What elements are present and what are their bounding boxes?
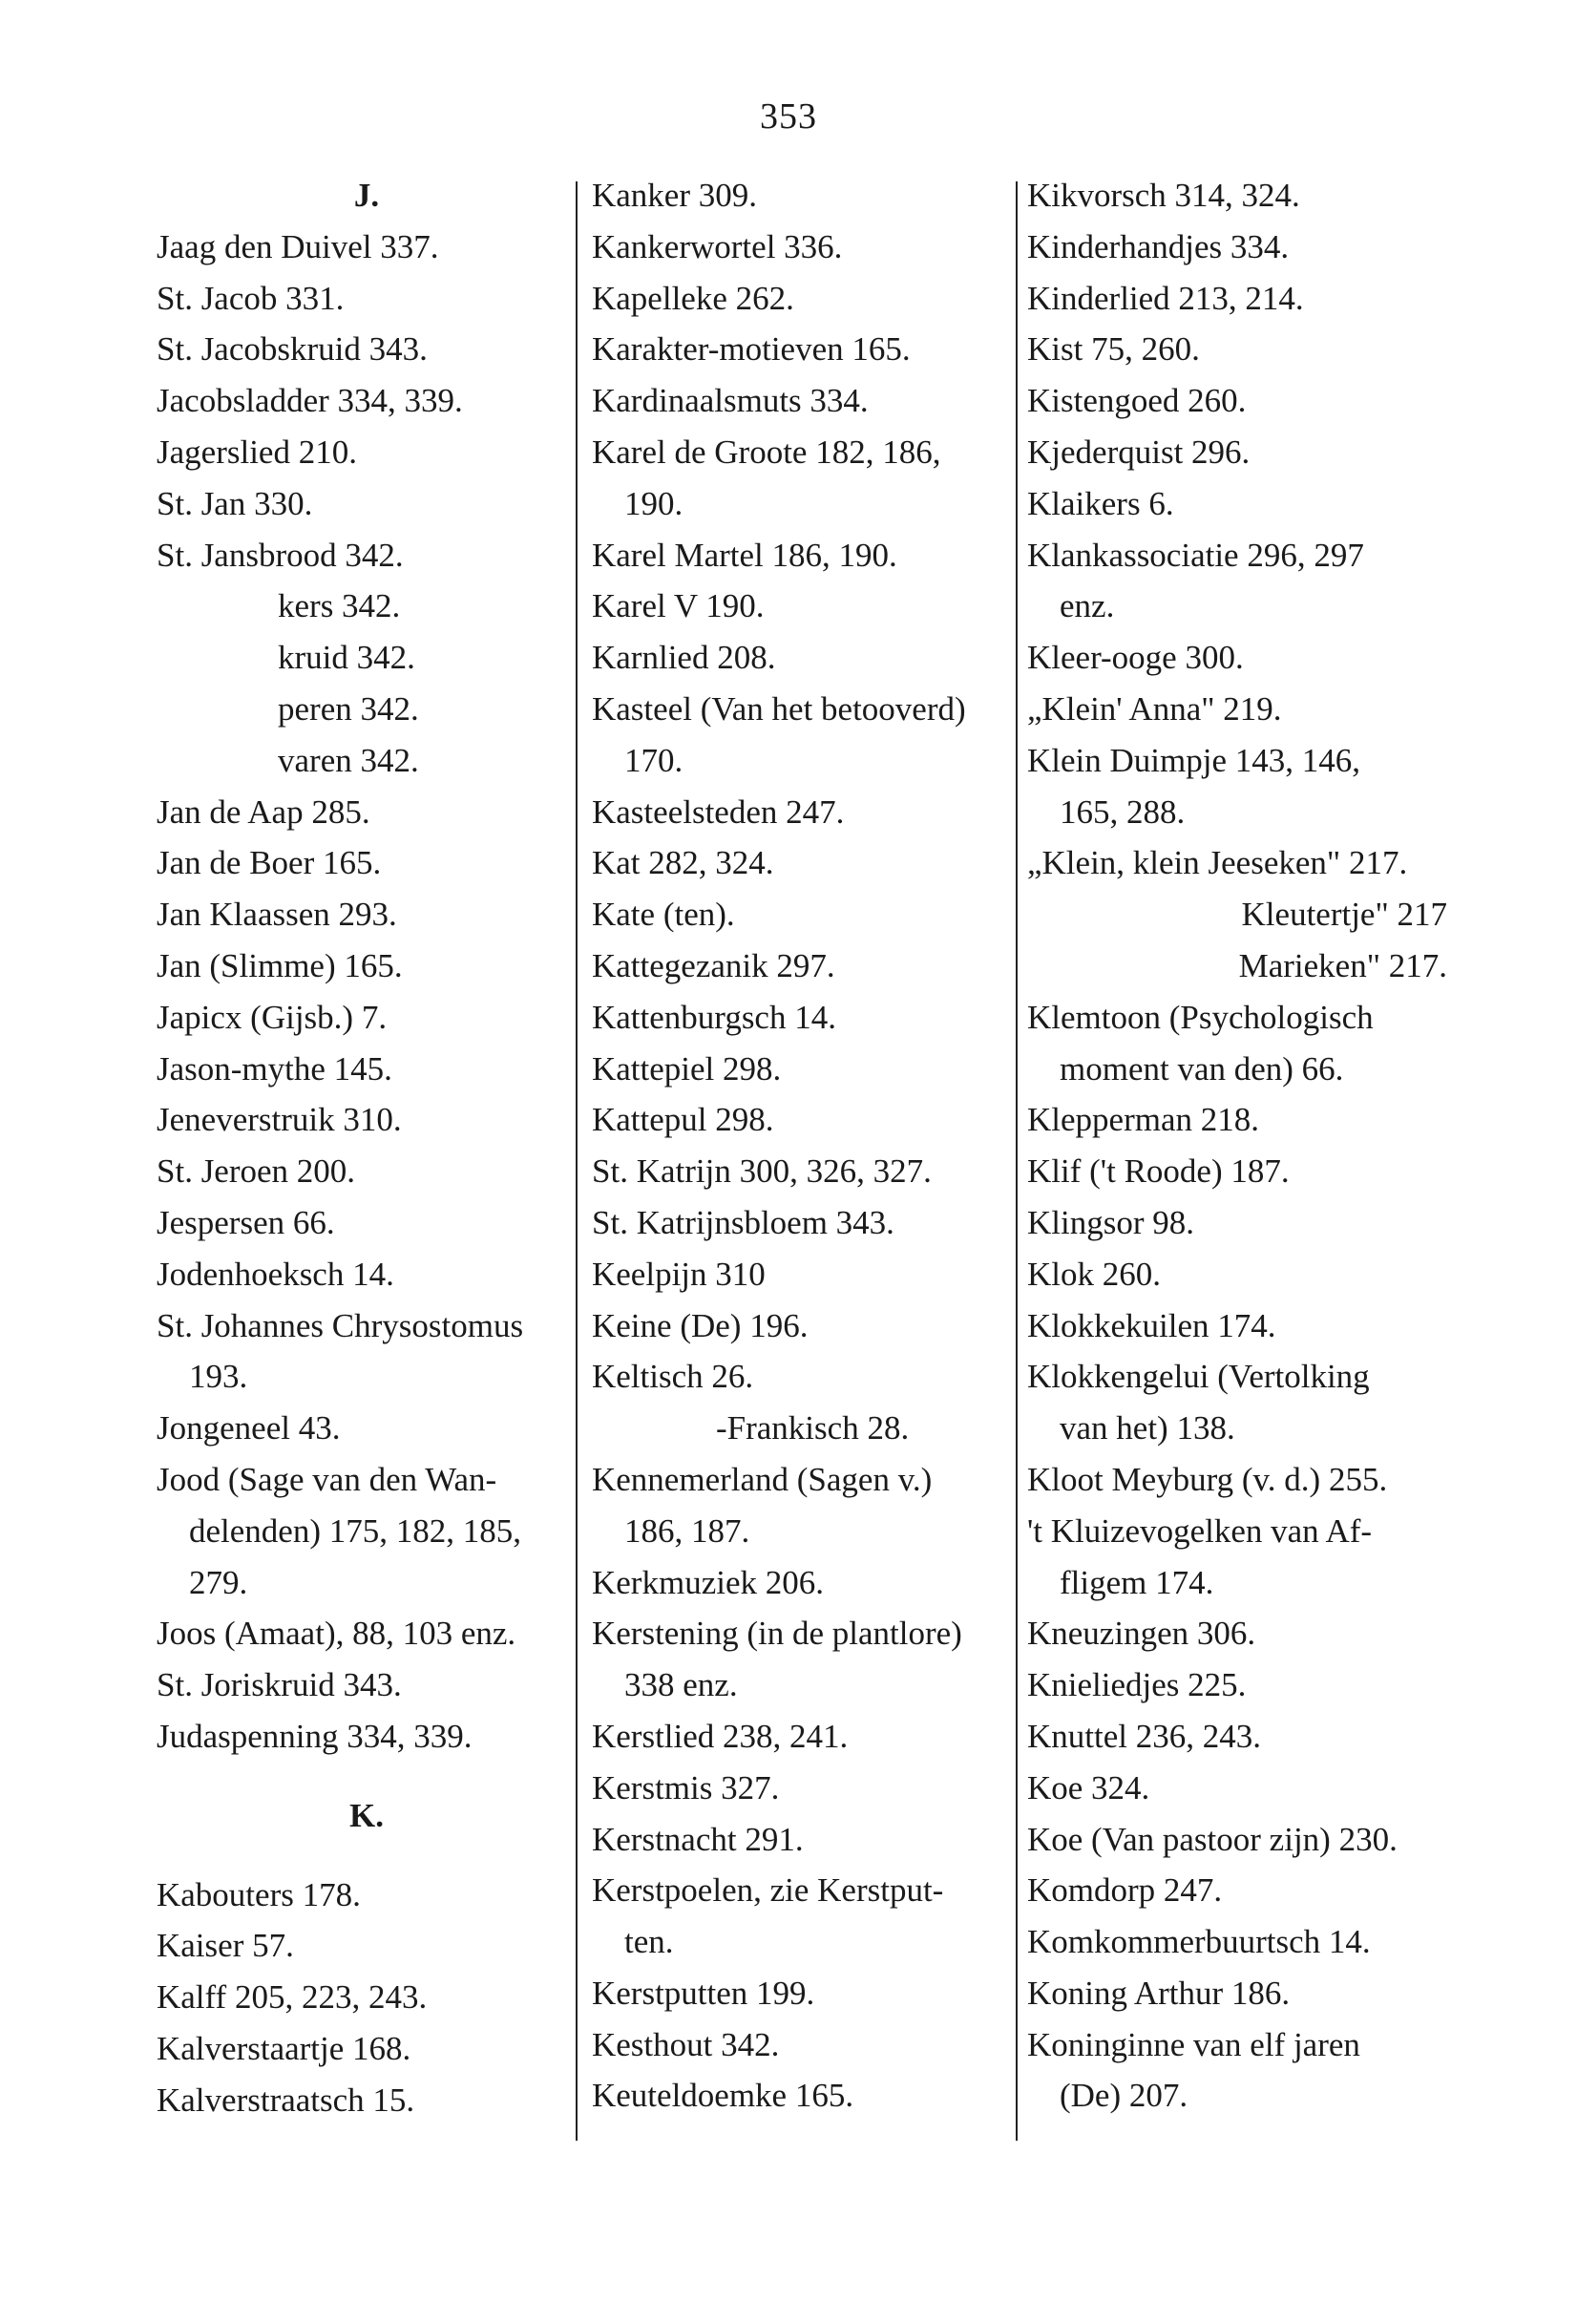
index-entry: Kloot Meyburg (v. d.) 255. (1027, 1460, 1388, 1498)
index-entry: Klaikers 6. (1027, 484, 1174, 522)
index-entry: Kardinaalsmuts 334. (592, 382, 869, 420)
index-entry: Kaiser 57. (157, 1927, 294, 1965)
index-entry: Kapelleke 262. (592, 279, 794, 317)
index-entry: Kankerwortel 336. (592, 227, 843, 265)
index-entry: Jagerslied 210. (157, 433, 357, 471)
index-entry: Komdorp 247. (1027, 1871, 1223, 1910)
index-entry: Kattegezanik 297. (592, 946, 835, 984)
index-entry: Jan de Boer 165. (157, 844, 382, 882)
index-entry: Klankassociatie 296, 297 (1027, 536, 1364, 574)
index-entry: St. Joriskruid 343. (157, 1666, 402, 1704)
index-subentry: kers 342. (278, 587, 401, 625)
index-entry: Koninginne van elf jaren (1027, 2025, 1360, 2063)
index-entry: Kneuzingen 306. (1027, 1615, 1256, 1653)
index-column-1 (157, 170, 577, 2125)
index-entry: Kanker 309. (592, 177, 758, 214)
index-entry: Koning Arthur 186. (1027, 1974, 1291, 2012)
index-entry: St. Katrijnsbloem 343. (592, 1203, 894, 1241)
index-entry: St. Katrijn 300, 326, 327. (592, 1152, 932, 1191)
index-entry-continuation: 279. (189, 1563, 248, 1601)
index-entry: Kerstnacht 291. (592, 1820, 804, 1858)
index-entry: Kinderhandjes 334. (1027, 227, 1290, 265)
index-entry: Kinderlied 213, 214. (1027, 279, 1304, 317)
index-entry: Kat 282, 324. (592, 844, 774, 882)
index-entry: Koe 324. (1027, 1768, 1150, 1806)
index-entry: Knuttel 236, 243. (1027, 1717, 1261, 1755)
index-entry-continuation: 170. (624, 741, 683, 779)
index-entry: St. Jan 330. (157, 484, 313, 522)
index-entry: Kasteel (Van het betooverd) (592, 689, 966, 728)
index-entry-continuation: 190. (624, 484, 683, 522)
index-entry: Kikvorsch 314, 324. (1027, 177, 1300, 214)
index-entry: Klingsor 98. (1027, 1203, 1194, 1241)
index-entry: Jason-mythe 145. (157, 1049, 392, 1088)
index-entry: 't Kluizevogelken van Af- (1027, 1511, 1373, 1550)
index-entry: Klepperman 218. (1027, 1101, 1259, 1139)
index-entry: „Klein' Anna" 219. (1027, 689, 1282, 728)
index-entry: Karel de Groote 182, 186, (592, 433, 941, 471)
index-entry: Jood (Sage van den Wan- (157, 1460, 497, 1498)
index-entry: Klok 260. (1027, 1255, 1161, 1293)
index-entry: Jongeneel 43. (157, 1409, 341, 1447)
index-entry: Kleer-ooge 300. (1027, 639, 1244, 677)
index-entry: St. Jacob 331. (157, 279, 345, 317)
index-column-2 (592, 170, 1012, 2122)
index-entry: Kerstening (in de plantlore) (592, 1615, 962, 1653)
index-entry-continuation: van het) 138. (1060, 1409, 1235, 1447)
index-entry-continuation: delenden) 175, 182, 185, (189, 1511, 521, 1550)
index-entry: Kerstputten 199. (592, 1974, 815, 2012)
index-entry: Kistengoed 260. (1027, 382, 1247, 420)
index-entry: Kerstmis 327. (592, 1768, 780, 1806)
section-heading-k: K. (349, 1796, 384, 1834)
index-entry: Klein Duimpje 143, 146, (1027, 741, 1360, 779)
index-column-3 (1027, 170, 1447, 2122)
index-entry-continuation: 165, 288. (1060, 792, 1186, 831)
index-entry-continuation: enz. (1060, 587, 1115, 625)
column-divider-right (1016, 181, 1018, 2141)
index-entry: Koe (Van pastoor zijn) 230. (1027, 1820, 1398, 1858)
index-entry: Japicx (Gijsb.) 7. (157, 998, 388, 1036)
index-entry: St. Jeroen 200. (157, 1152, 356, 1191)
index-subentry: varen 342. (278, 741, 419, 779)
index-entry: St. Jacobskruid 343. (157, 330, 428, 369)
index-entry: Kattepul 298. (592, 1101, 774, 1139)
index-entry: Jaag den Duivel 337. (157, 227, 439, 265)
index-entry: Karnlied 208. (592, 639, 776, 677)
index-entry: Kalverstraatsch 15. (157, 2081, 415, 2119)
index-entry: Komkommerbuurtsch 14. (1027, 1923, 1371, 1961)
index-entry-continuation: (De) 207. (1060, 2077, 1188, 2115)
index-entry: Kjederquist 296. (1027, 433, 1251, 471)
index-entry: Karel V 190. (592, 587, 765, 625)
index-entry-continuation: 186, 187. (624, 1511, 750, 1550)
index-entry: Kesthout 342. (592, 2025, 780, 2063)
index-entry: Klemtoon (Psychologisch (1027, 998, 1374, 1036)
index-entry-continuation: 338 enz. (624, 1666, 738, 1704)
index-entry: Kasteelsteden 247. (592, 792, 845, 831)
index-entry: Joos (Amaat), 88, 103 enz. (157, 1615, 516, 1653)
index-subentry: Marieken" 217. (1238, 946, 1447, 984)
index-entry: Jeneverstruik 310. (157, 1101, 402, 1139)
index-entry: Jespersen 66. (157, 1203, 335, 1241)
index-entry: Keine (De) 196. (592, 1306, 809, 1344)
index-entry: Kerstlied 238, 241. (592, 1717, 849, 1755)
index-entry: Kerkmuziek 206. (592, 1563, 824, 1601)
index-entry: Jan Klaassen 293. (157, 896, 397, 934)
section-heading-j: J. (353, 177, 380, 214)
index-entry: „Klein, klein Jeeseken" 217. (1027, 844, 1408, 882)
index-entry: Kate (ten). (592, 896, 735, 934)
index-entry-continuation: 193. (189, 1358, 248, 1396)
index-subentry: Kleutertje" 217 (1241, 896, 1447, 934)
index-subentry: kruid 342. (278, 639, 415, 677)
index-entry: Knieliedjes 225. (1027, 1666, 1247, 1704)
index-entry: Kattenburgsch 14. (592, 998, 836, 1036)
index-entry: St. Johannes Chrysostomus (157, 1306, 524, 1344)
index-entry: Klokkekuilen 174. (1027, 1306, 1276, 1344)
index-entry: Keelpijn 310 (592, 1255, 766, 1293)
index-entry: Kist 75, 260. (1027, 330, 1200, 369)
index-entry: Keuteldoemke 165. (592, 2077, 854, 2115)
index-subentry: -Frankisch 28. (716, 1409, 910, 1447)
page-number: 353 (760, 96, 817, 137)
index-entry: Jacobsladder 334, 339. (157, 382, 463, 420)
index-entry: Jan de Aap 285. (157, 792, 370, 831)
index-entry-continuation: ten. (624, 1923, 674, 1961)
index-entry: Jodenhoeksch 14. (157, 1255, 394, 1293)
index-entry: Klif ('t Roode) 187. (1027, 1152, 1290, 1191)
index-subentry: peren 342. (278, 689, 419, 728)
index-entry: Karakter-motieven 165. (592, 330, 911, 369)
index-entry: Karel Martel 186, 190. (592, 536, 897, 574)
index-entry: Jan (Slimme) 165. (157, 946, 403, 984)
index-entry: Kalff 205, 223, 243. (157, 1978, 428, 2017)
index-entry-continuation: moment van den) 66. (1060, 1049, 1344, 1088)
index-entry: St. Jansbrood 342. (157, 536, 404, 574)
index-entry: Judaspenning 334, 339. (157, 1717, 473, 1755)
index-entry: Kerstpoelen, zie Kerstput- (592, 1871, 944, 1910)
index-entry: Kattepiel 298. (592, 1049, 782, 1088)
index-entry-continuation: fligem 174. (1060, 1563, 1214, 1601)
index-entry: Kennemerland (Sagen v.) (592, 1460, 933, 1498)
index-entry: Kalverstaartje 168. (157, 2029, 411, 2067)
index-entry: Kabouters 178. (157, 1875, 361, 1913)
index-entry: Klokkengelui (Vertolking (1027, 1358, 1370, 1396)
index-entry: Keltisch 26. (592, 1358, 754, 1396)
